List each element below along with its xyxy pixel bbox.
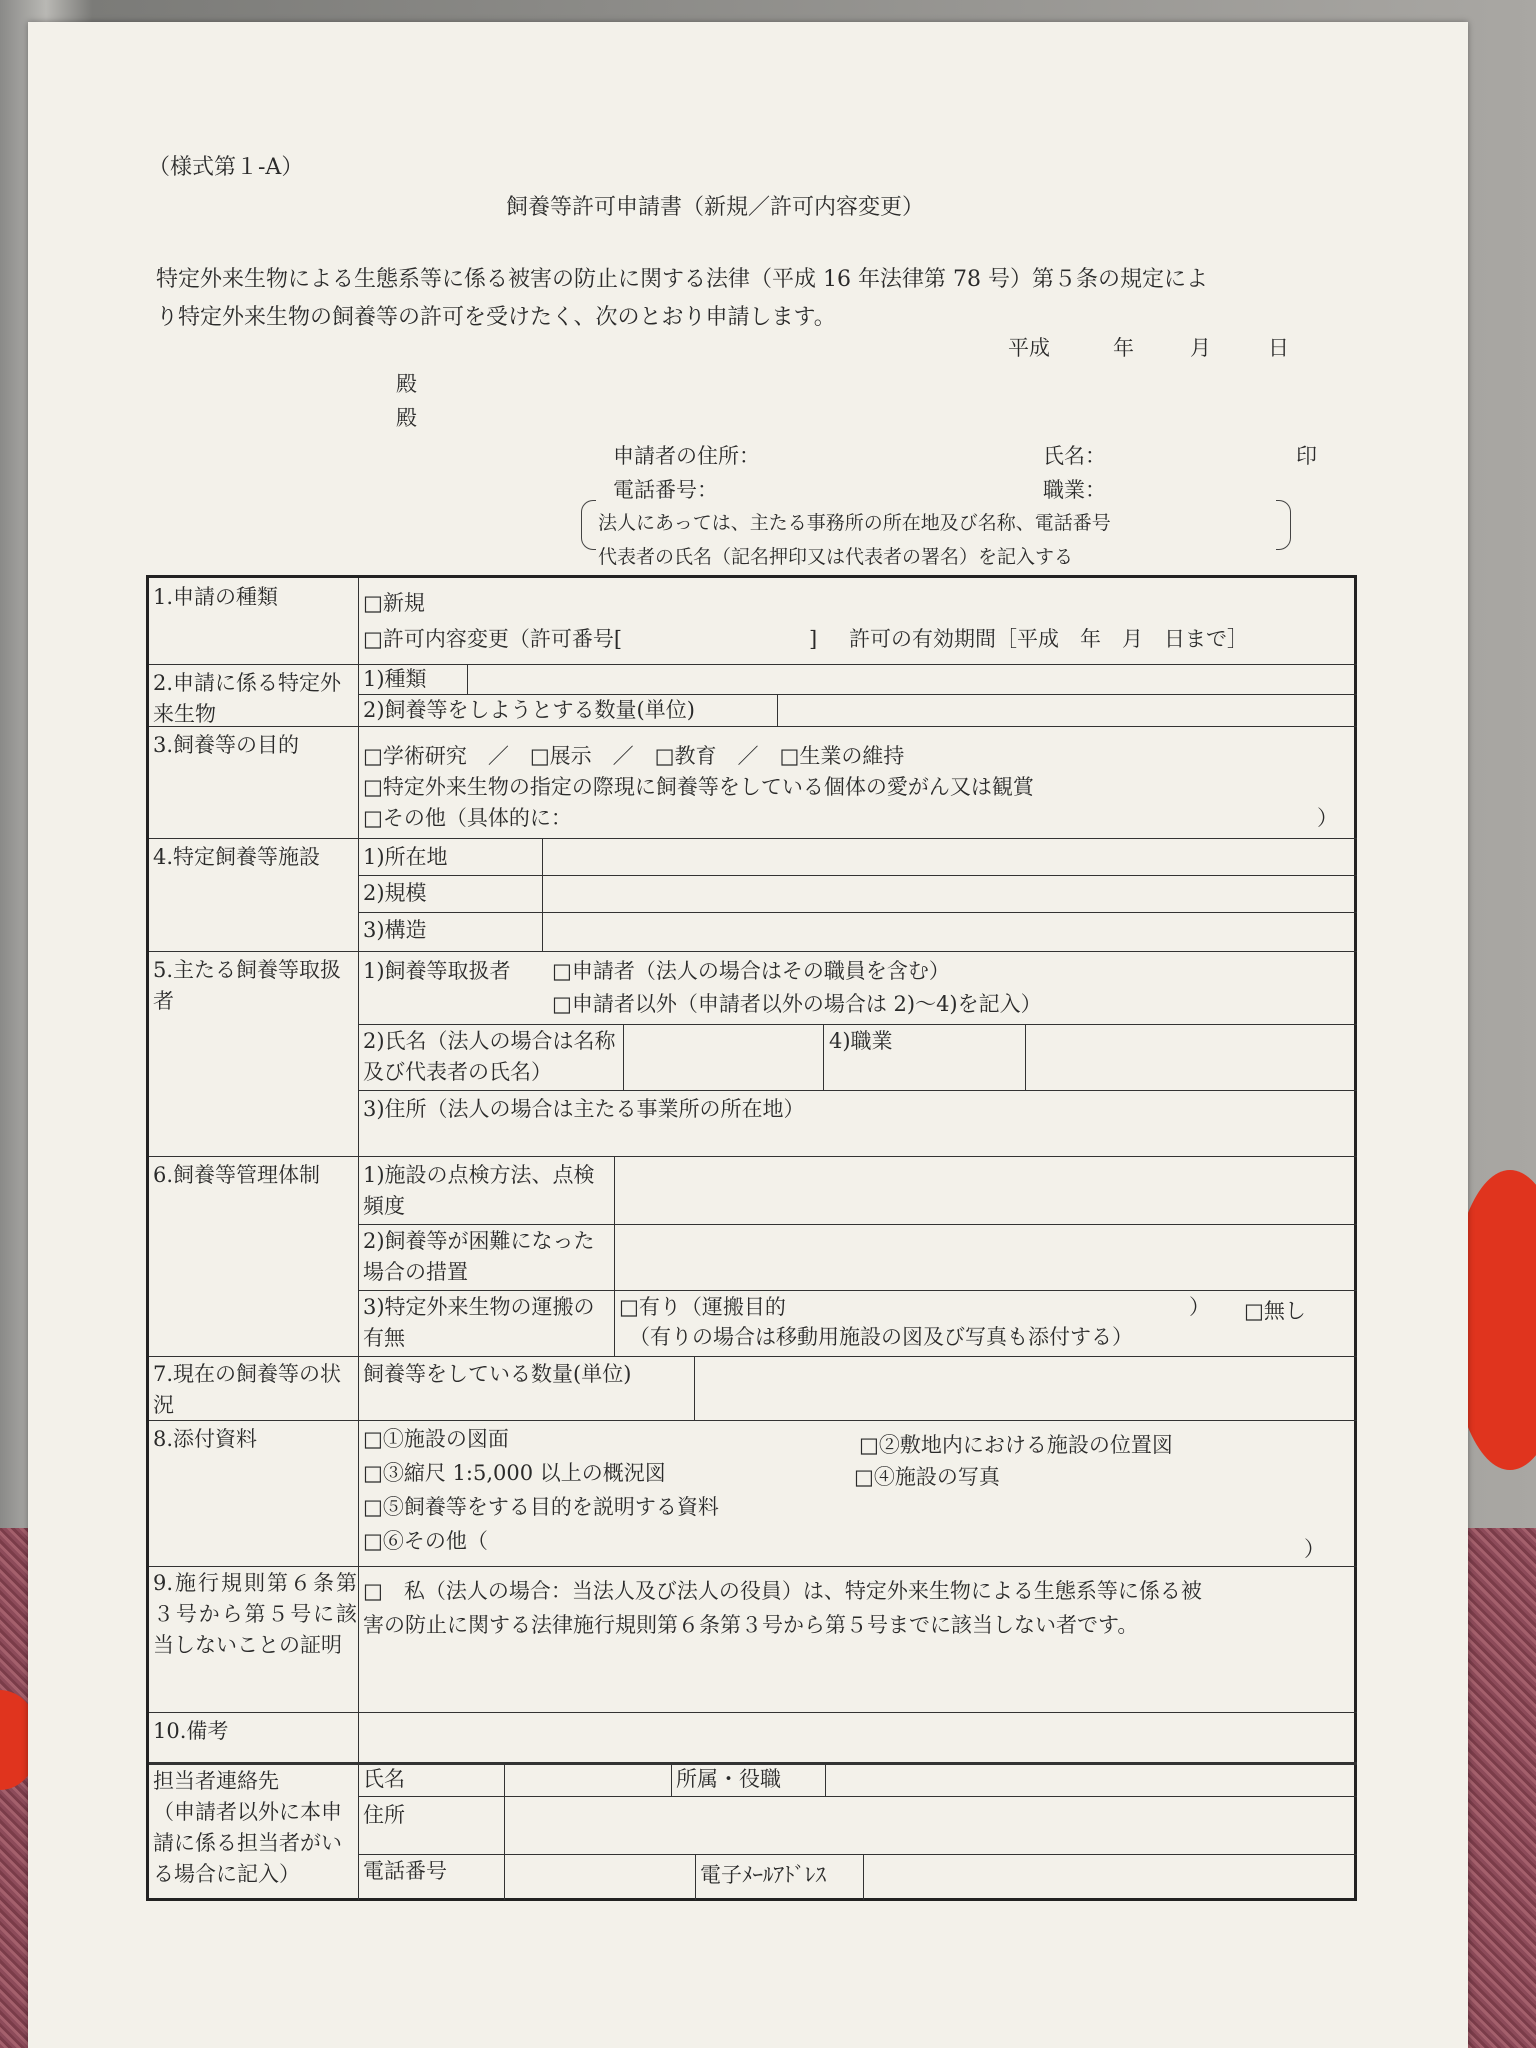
section-3-label: 3.飼養等の目的 bbox=[153, 733, 300, 757]
date-era: 平成 bbox=[1008, 336, 1050, 360]
section-2-label: 2.申請に係る特定外来生物 bbox=[153, 671, 342, 726]
inner-divider bbox=[542, 838, 543, 951]
intro-line-1: 特定外来生物による生態系等に係る被害の防止に関する法律（平成 16 年法律第 78 号）第５条の規定によ bbox=[156, 267, 1208, 292]
handler-name-label: 2)氏名（法人の場合は名称及び代表者の氏名） bbox=[363, 1029, 616, 1084]
handler-occupation-label: 4)職業 bbox=[829, 1029, 893, 1053]
inner-divider bbox=[694, 1356, 695, 1420]
checkbox-permit-change[interactable]: □許可内容変更（許可番号[ bbox=[363, 627, 623, 651]
applicant-note-line-1: 法人にあっては、主たる事務所の所在地及び名称、電話番号 bbox=[598, 512, 1111, 534]
contact-note: （申請者以外に本申請に係る担当者がいる場合に記入） bbox=[153, 1800, 342, 1886]
row-divider bbox=[149, 838, 1357, 839]
applicant-address-label: 申請者の住所： bbox=[613, 444, 760, 468]
permit-validity: 許可の有効期間［平成 年 月 日まで］ bbox=[849, 627, 1248, 651]
row-divider bbox=[149, 951, 1357, 952]
inspection-method-label: 1)施設の点検方法、点検頻度 bbox=[363, 1163, 595, 1218]
applicant-phone-label: 電話番号： bbox=[613, 478, 718, 502]
contact-address-label: 住所 bbox=[363, 1803, 405, 1827]
inner-divider bbox=[614, 1156, 615, 1356]
checkbox-handler-other[interactable]: □申請者以外（申請者以外の場合は 2)～4)を記入） bbox=[552, 992, 1042, 1016]
checkbox-transport-no[interactable]: □無し bbox=[1244, 1299, 1306, 1323]
inner-divider bbox=[671, 1762, 672, 1796]
purpose-other-close: ） bbox=[1317, 806, 1338, 830]
inner-divider bbox=[825, 1762, 826, 1796]
handler-label: 1)飼養等取扱者 bbox=[363, 959, 511, 983]
date-month: 月 bbox=[1190, 336, 1211, 360]
inner-divider bbox=[823, 1024, 824, 1090]
row-divider bbox=[149, 1566, 1357, 1567]
form-title: 飼養等許可申請書（新規／許可内容変更） bbox=[506, 195, 925, 220]
section-9-label: 9.施行規則第６条第３号から第５号に該当しないことの証明 bbox=[153, 1571, 357, 1657]
attach-purpose-document[interactable]: □⑤飼養等をする目的を説明する資料 bbox=[363, 1495, 719, 1519]
attach-facility-drawing[interactable]: □①施設の図面 bbox=[363, 1427, 509, 1451]
contact-label: 担当者連絡先 bbox=[153, 1769, 279, 1793]
certification-text-line-2: 害の防止に関する法律施行規則第６条第３号から第５号までに該当しない者です。 bbox=[363, 1613, 1139, 1637]
row-divider bbox=[149, 664, 1357, 665]
section-8-label: 8.添付資料 bbox=[153, 1427, 258, 1451]
planned-quantity-label: 2)飼養等をしようとする数量(単位) bbox=[363, 698, 695, 722]
inner-divider bbox=[358, 1854, 1357, 1855]
inner-divider bbox=[863, 1854, 864, 1900]
label-column-divider bbox=[358, 578, 359, 1900]
section-1-label: 1.申請の種類 bbox=[153, 585, 279, 609]
inner-divider bbox=[504, 1762, 505, 1900]
section-6-label: 6.飼養等管理体制 bbox=[153, 1163, 321, 1187]
handler-address-label: 3)住所（法人の場合は主たる事業所の所在地） bbox=[363, 1097, 805, 1121]
transport-label: 3)特定外来生物の運搬の有無 bbox=[363, 1295, 595, 1350]
current-quantity-label: 飼養等をしている数量(単位) bbox=[363, 1362, 632, 1386]
applicant-note-line-2: 代表者の氏名（記名押印又は代表者の署名）を記入する bbox=[598, 546, 1074, 568]
inner-divider bbox=[358, 1090, 1357, 1091]
facility-location-label: 1)所在地 bbox=[363, 845, 448, 869]
permit-number-close: ] bbox=[809, 627, 818, 651]
inner-divider bbox=[777, 694, 778, 726]
addressee-2: 殿 bbox=[396, 406, 417, 430]
attach-site-location-map[interactable]: □②敷地内における施設の位置図 bbox=[859, 1433, 1173, 1457]
inner-divider bbox=[358, 912, 1357, 913]
inner-divider bbox=[358, 1290, 1357, 1291]
inner-divider bbox=[1025, 1024, 1026, 1090]
inner-divider bbox=[358, 875, 1357, 876]
purpose-other[interactable]: □その他（具体的に： bbox=[363, 806, 572, 830]
attach-facility-photos[interactable]: □④施設の写真 bbox=[854, 1465, 1000, 1489]
checkbox-transport-yes[interactable]: □有り（運搬目的 bbox=[619, 1295, 786, 1319]
transport-note: （有りの場合は移動用施設の図及び写真も添付する） bbox=[629, 1325, 1133, 1349]
addressee-1: 殿 bbox=[396, 372, 417, 396]
applicant-name-label: 氏名： bbox=[1043, 444, 1106, 468]
facility-scale-label: 2)規模 bbox=[363, 881, 427, 905]
contact-dept-label: 所属・役職 bbox=[676, 1767, 781, 1791]
note-bracket-right bbox=[1276, 500, 1291, 550]
date-year: 年 bbox=[1113, 336, 1134, 360]
section-5-label: 5.主たる飼養等取扱者 bbox=[153, 958, 342, 1013]
applicant-seal: 印 bbox=[1296, 444, 1317, 468]
date-day: 日 bbox=[1268, 336, 1289, 360]
inner-divider bbox=[358, 1024, 1357, 1025]
contact-phone-label: 電話番号 bbox=[363, 1859, 447, 1883]
checkbox-new[interactable]: □新規 bbox=[363, 591, 425, 615]
applicant-occupation-label: 職業： bbox=[1043, 478, 1106, 502]
contact-name-label: 氏名 bbox=[363, 1767, 405, 1791]
row-divider bbox=[149, 1356, 1357, 1357]
attach-overview-map[interactable]: □③縮尺 1:5,000 以上の概況図 bbox=[363, 1461, 666, 1485]
row-divider bbox=[149, 1712, 1357, 1713]
purpose-options-line-1[interactable]: □学術研究 ／ □展示 ／ □教育 ／ □生業の維持 bbox=[363, 744, 905, 768]
facility-structure-label: 3)構造 bbox=[363, 918, 427, 942]
inner-divider bbox=[467, 664, 468, 694]
section-7-label: 7.現在の飼養等の状況 bbox=[153, 1362, 342, 1417]
section-10-label: 10.備考 bbox=[153, 1719, 229, 1743]
attach-other-close: ） bbox=[1304, 1537, 1325, 1561]
inner-divider bbox=[695, 1854, 696, 1900]
purpose-options-line-2[interactable]: □特定外来生物の指定の際現に飼養等をしている個体の愛がん又は観賞 bbox=[363, 775, 1034, 799]
species-kind-label: 1)種類 bbox=[363, 667, 427, 691]
note-bracket-left bbox=[581, 500, 596, 550]
application-table bbox=[146, 575, 1357, 1901]
checkbox-handler-applicant[interactable]: □申請者（法人の場合はその職員を含む） bbox=[552, 959, 950, 983]
difficulty-measures-label: 2)飼養等が困難になった場合の措置 bbox=[363, 1229, 595, 1284]
form-code: （様式第１-A） bbox=[148, 155, 304, 180]
inner-divider bbox=[623, 1024, 624, 1090]
row-divider bbox=[149, 1156, 1357, 1157]
intro-line-2: り特定外来生物の飼養等の許可を受けたく、次のとおり申請します。 bbox=[156, 305, 836, 330]
application-form-sheet bbox=[28, 22, 1468, 2048]
contact-email-label: 電子ﾒｰﾙｱﾄﾞﾚｽ bbox=[700, 1863, 826, 1887]
inner-divider bbox=[358, 1224, 1357, 1225]
section-4-label: 4.特定飼養等施設 bbox=[153, 845, 321, 869]
inner-divider bbox=[358, 1796, 1357, 1797]
certification-text-line-1[interactable]: □ 私（法人の場合：当法人及び法人の役員）は、特定外来生物による生態系等に係る被 bbox=[363, 1579, 1202, 1603]
transport-purpose-close: ） bbox=[1189, 1295, 1210, 1319]
attach-other[interactable]: □⑥その他（ bbox=[363, 1529, 488, 1553]
